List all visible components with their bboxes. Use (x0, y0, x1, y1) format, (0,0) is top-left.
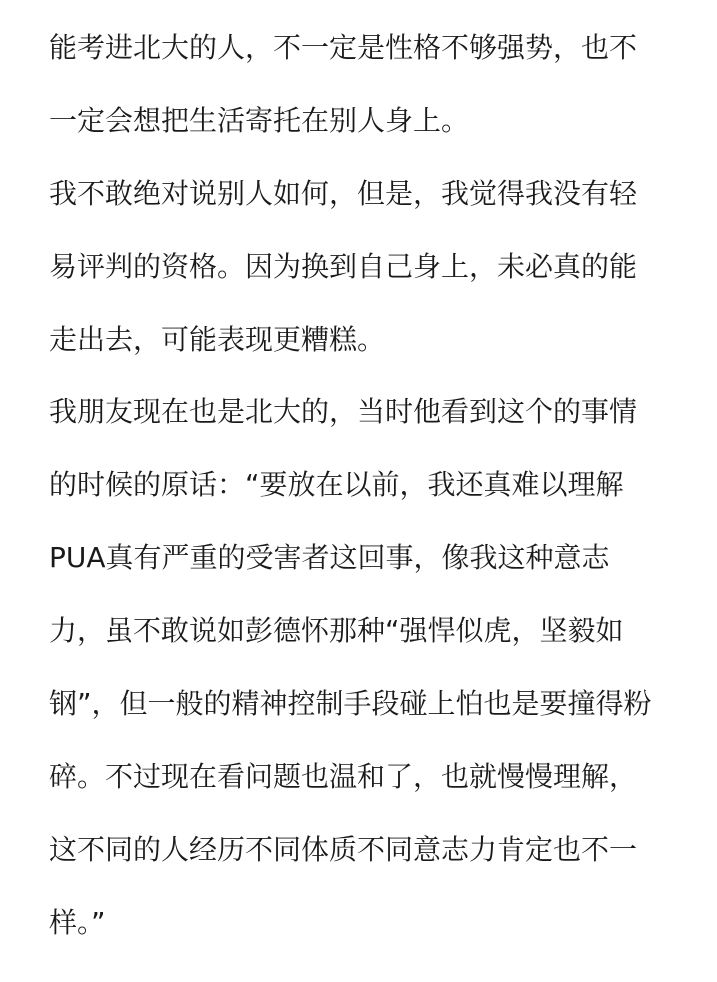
text-line: 碎。不过现在看问题也温和了，也就慢慢理解， (49, 759, 638, 793)
text-line: PUA真有严重的受害者这回事，像我这种意志 (49, 541, 610, 575)
text-line: 我朋友现在也是北大的，当时他看到这个的事情 (49, 395, 638, 429)
text-line: 钢”，但一般的精神控制手段碰上怕也是要撞得粉 (49, 687, 652, 721)
text-line: 一定会想把生活寄托在别人身上。 (49, 103, 470, 137)
text-line: 这不同的人经历不同体质不同意志力肯定也不一 (49, 832, 638, 866)
text-line: 我不敢绝对说别人如何，但是，我觉得我没有轻 (49, 176, 638, 210)
text-line: 走出去，可能表现更糟糕。 (49, 322, 386, 356)
text-line: 的时候的原话：“要放在以前，我还真难以理解 (49, 468, 624, 502)
article-body (49, 0, 689, 960)
text-line: 能考进北大的人，不一定是性格不够强势，也不 (49, 31, 638, 64)
text-line: 样。” (49, 905, 106, 939)
text-line: 力，虽不敢说如彭德怀那种“强悍似虎，坚毅如 (49, 614, 624, 648)
text-line: 易评判的资格。因为换到自己身上，未必真的能 (49, 249, 638, 283)
